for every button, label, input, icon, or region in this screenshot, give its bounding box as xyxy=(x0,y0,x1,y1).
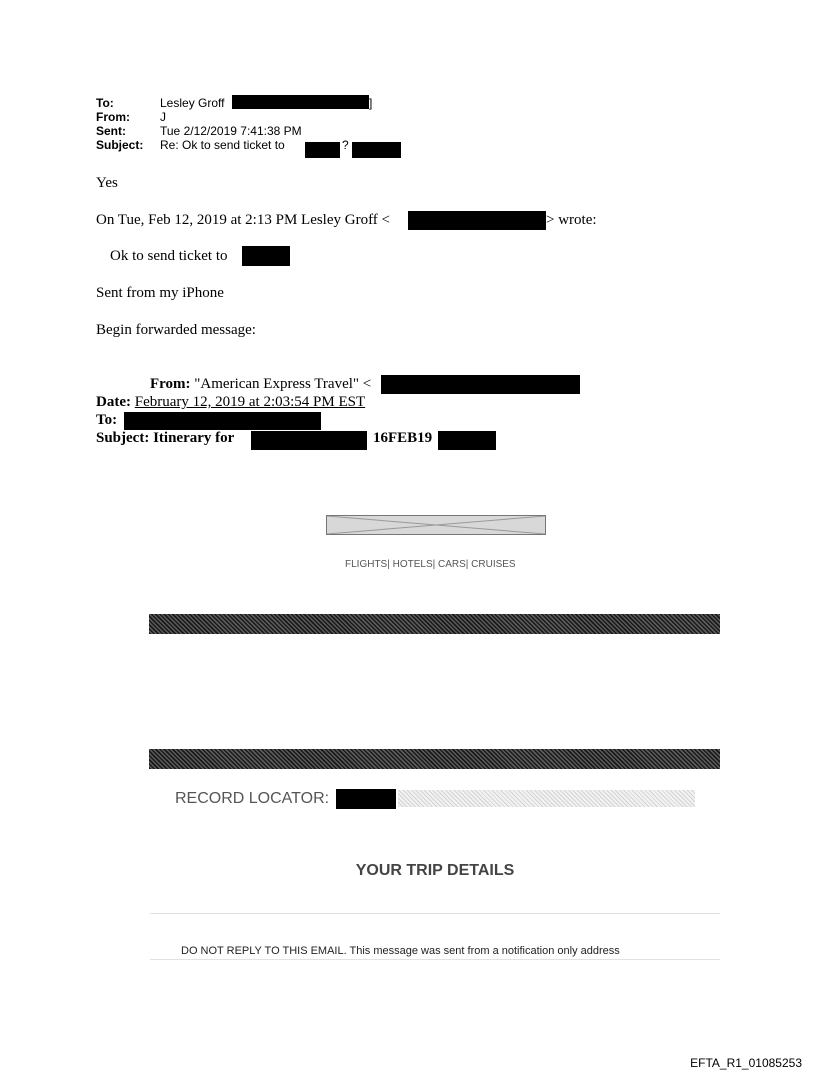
image-placeholder-icon xyxy=(327,516,545,534)
record-locator-label: RECORD LOCATOR: xyxy=(175,790,330,807)
redaction-subject-tail xyxy=(352,142,401,158)
fwd-from-label: From: xyxy=(150,376,191,392)
from-value: J xyxy=(160,110,166,124)
to-label: To: xyxy=(96,96,114,110)
divider-top xyxy=(150,913,720,914)
reply-text: Yes xyxy=(96,175,118,191)
redaction-quoted-name xyxy=(242,246,290,266)
redaction-subject-name xyxy=(305,142,340,158)
record-locator-field-bg xyxy=(398,790,695,807)
fwd-subject-line xyxy=(96,430,234,447)
fwd-date-line xyxy=(96,394,365,411)
redaction-fwd-subject-name xyxy=(251,431,367,450)
fwd-from-value: "American Express Travel" < xyxy=(194,376,372,392)
banner-bar-top xyxy=(149,614,720,634)
redaction-to-email xyxy=(232,95,369,109)
from-label: From: xyxy=(96,110,130,124)
quoted-text: Ok to send ticket to xyxy=(110,248,228,264)
divider-bottom xyxy=(150,959,720,960)
signature: Sent from my iPhone xyxy=(96,285,224,301)
to-bracket: ] xyxy=(369,96,373,110)
quote-intro-end: > wrote: xyxy=(546,212,597,228)
no-reply-notice: DO NOT REPLY TO THIS EMAIL. This message was sent from a notification only address xyxy=(181,945,620,957)
redaction-fwd-subject-tail xyxy=(438,431,496,450)
subject-value: Re: Ok to send ticket to xyxy=(160,138,285,152)
quote-intro xyxy=(96,212,390,229)
redaction-record-locator xyxy=(336,789,396,809)
subject-qmark: ? xyxy=(342,138,349,152)
redaction-quote-email xyxy=(408,211,546,230)
fwd-subject-value-b: 16FEB19 xyxy=(373,430,433,446)
to-value: Lesley Groff xyxy=(160,96,225,110)
quote-intro-start: On Tue, Feb 12, 2019 at 2:13 PM Lesley Groff < xyxy=(96,212,391,228)
fwd-to-label: To: xyxy=(96,412,118,428)
sent-label: Sent: xyxy=(96,124,126,138)
forward-intro: Begin forwarded message: xyxy=(96,322,256,338)
fwd-subject-value-a: Itinerary for xyxy=(153,430,235,446)
fwd-date-label: Date: xyxy=(96,394,131,410)
document-id: EFTA_R1_01085253 xyxy=(690,1056,802,1070)
fwd-subject-label: Subject: xyxy=(96,430,150,446)
trip-details-title: YOUR TRIP DETAILS xyxy=(355,862,515,879)
fwd-date-value: February 12, 2019 at 2:03:54 PM EST xyxy=(134,394,366,410)
fwd-from-line xyxy=(150,376,371,393)
banner-bar-bottom xyxy=(149,749,720,769)
broken-logo-image xyxy=(326,515,546,535)
redaction-fwd-to xyxy=(124,412,321,430)
nav-links: FLIGHTS| HOTELS| CARS| CRUISES xyxy=(345,559,516,570)
redaction-fwd-from-email xyxy=(381,375,580,394)
subject-label: Subject: xyxy=(96,138,144,152)
fwd-to-line xyxy=(96,412,117,429)
sent-value: Tue 2/12/2019 7:41:38 PM xyxy=(160,124,302,138)
